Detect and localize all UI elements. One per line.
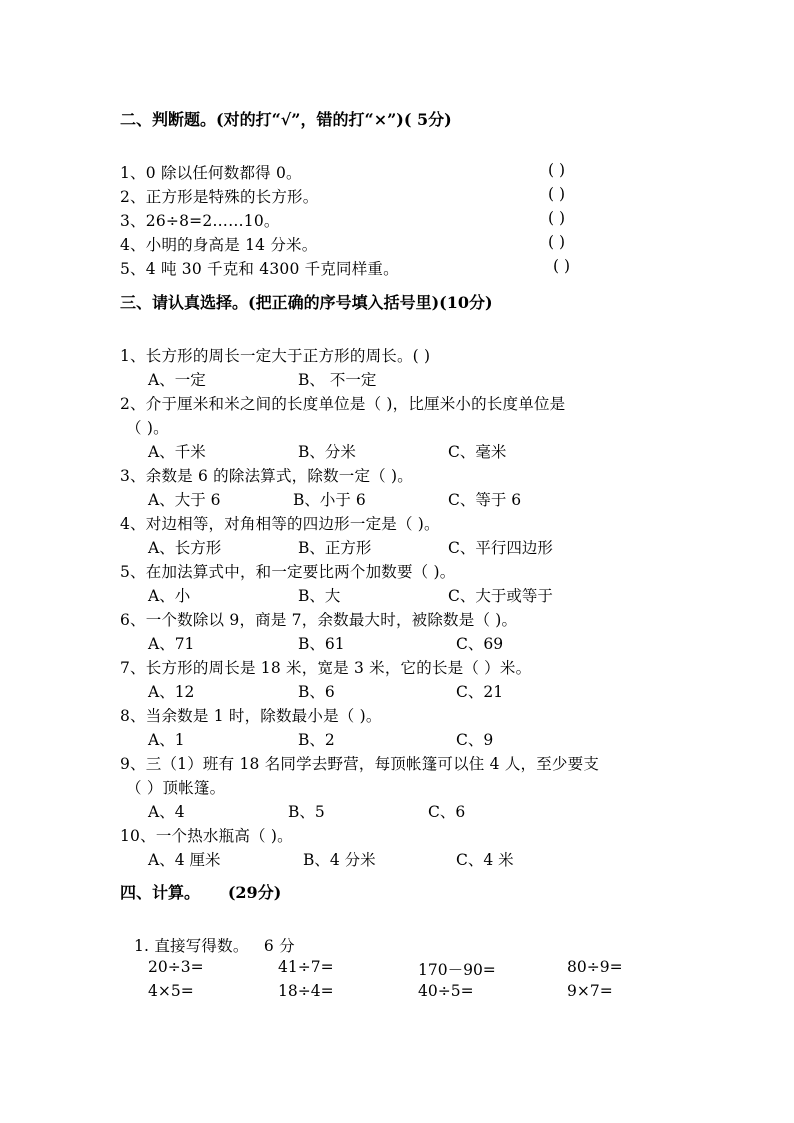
choice-4-option-a: A、长方形 <box>148 539 222 557</box>
choice-question-8: 8、当余数是 1 时，除数最小是（ )。 <box>120 707 382 725</box>
choice-2-option-a: A、千米 <box>148 443 206 461</box>
calc-2-4: 9×7= <box>567 982 613 1000</box>
choice-question-9: 9、三（1）班有 18 名同学去野营，每顶帐篷可以住 4 人，至少要支 <box>120 755 600 773</box>
calc-subheading: 1. 直接写得数。 6 分 <box>134 937 295 955</box>
choice-8-option-c: C、9 <box>456 731 494 749</box>
choice-1-option-b: B、 不一定 <box>298 371 377 389</box>
choice-7-option-a: A、12 <box>148 683 195 701</box>
calc-2-2: 18÷4= <box>278 982 334 1000</box>
choice-question-9-cont: （ ）顶帐篷。 <box>126 779 226 797</box>
choice-8-option-a: A、1 <box>148 731 185 749</box>
section-4-heading: 四、计算。 (29分) <box>120 883 282 902</box>
calc-2-1: 4×5= <box>148 982 194 1000</box>
judge-item-5: 5、4 吨 30 千克和 4300 千克同样重。 <box>120 260 399 278</box>
calc-1-3: 170－90= <box>418 961 496 979</box>
choice-10-option-b: B、4 分米 <box>303 851 376 869</box>
choice-6-option-c: C、69 <box>456 635 504 653</box>
choice-1-option-a: A、一定 <box>148 371 206 389</box>
choice-question-4: 4、对边相等，对角相等的四边形一定是（ )。 <box>120 515 440 533</box>
choice-7-option-c: C、21 <box>456 683 504 701</box>
choice-6-option-b: B、61 <box>298 635 345 653</box>
choice-question-10: 10、一个热水瓶高（ )。 <box>120 827 293 845</box>
judge-answer-4: ( ) <box>548 233 566 251</box>
choice-7-option-b: B、6 <box>298 683 335 701</box>
choice-question-1: 1、长方形的周长一定大于正方形的周长。( ) <box>120 347 431 365</box>
choice-2-option-c: C、毫米 <box>448 443 507 461</box>
choice-5-option-c: C、大于或等于 <box>448 587 553 605</box>
choice-9-option-a: A、4 <box>148 803 185 821</box>
choice-9-option-b: B、5 <box>288 803 325 821</box>
choice-5-option-b: B、大 <box>298 587 341 605</box>
choice-question-5: 5、在加法算式中，和一定要比两个加数要（ )。 <box>120 563 456 581</box>
calc-2-3: 40÷5= <box>418 982 474 1000</box>
choice-6-option-a: A、71 <box>148 635 195 653</box>
choice-4-option-c: C、平行四边形 <box>448 539 553 557</box>
judge-answer-1: ( ) <box>548 161 566 179</box>
calc-1-4: 80÷9= <box>567 958 623 976</box>
judge-answer-5: ( ) <box>553 257 571 275</box>
judge-item-1: 1、0 除以任何数都得 0。 <box>120 164 302 182</box>
choice-3-option-b: B、小于 6 <box>293 491 366 509</box>
section-2-heading: 二、判断题。(对的打“√”，错的打“×”)( 5分) <box>120 110 452 129</box>
choice-question-3: 3、余数是 6 的除法算式，除数一定（ )。 <box>120 467 413 485</box>
choice-10-option-c: C、4 米 <box>456 851 514 869</box>
judge-answer-3: ( ) <box>548 209 566 227</box>
choice-4-option-b: B、正方形 <box>298 539 372 557</box>
choice-8-option-b: B、2 <box>298 731 335 749</box>
choice-9-option-c: C、6 <box>428 803 466 821</box>
choice-3-option-c: C、等于 6 <box>448 491 522 509</box>
choice-question-2-cont: （ )。 <box>126 419 169 437</box>
judge-item-3: 3、26÷8=2……10。 <box>120 212 280 230</box>
judge-item-2: 2、正方形是特殊的长方形。 <box>120 188 319 206</box>
judge-item-4: 4、小明的身高是 14 分米。 <box>120 236 318 254</box>
choice-3-option-a: A、大于 6 <box>148 491 221 509</box>
choice-question-7: 7、长方形的周长是 18 米，宽是 3 米，它的长是（ ）米。 <box>120 659 532 677</box>
choice-question-2: 2、介于厘米和米之间的长度单位是（ )，比厘米小的长度单位是 <box>120 395 566 413</box>
calc-1-1: 20÷3= <box>148 958 204 976</box>
choice-5-option-a: A、小 <box>148 587 191 605</box>
choice-2-option-b: B、分米 <box>298 443 356 461</box>
calc-1-2: 41÷7= <box>278 958 334 976</box>
section-3-heading: 三、请认真选择。(把正确的序号填入括号里)(10分) <box>120 293 493 312</box>
choice-10-option-a: A、4 厘米 <box>148 851 221 869</box>
choice-question-6: 6、一个数除以 9，商是 7，余数最大时，被除数是（ )。 <box>120 611 518 629</box>
judge-answer-2: ( ) <box>548 185 566 203</box>
